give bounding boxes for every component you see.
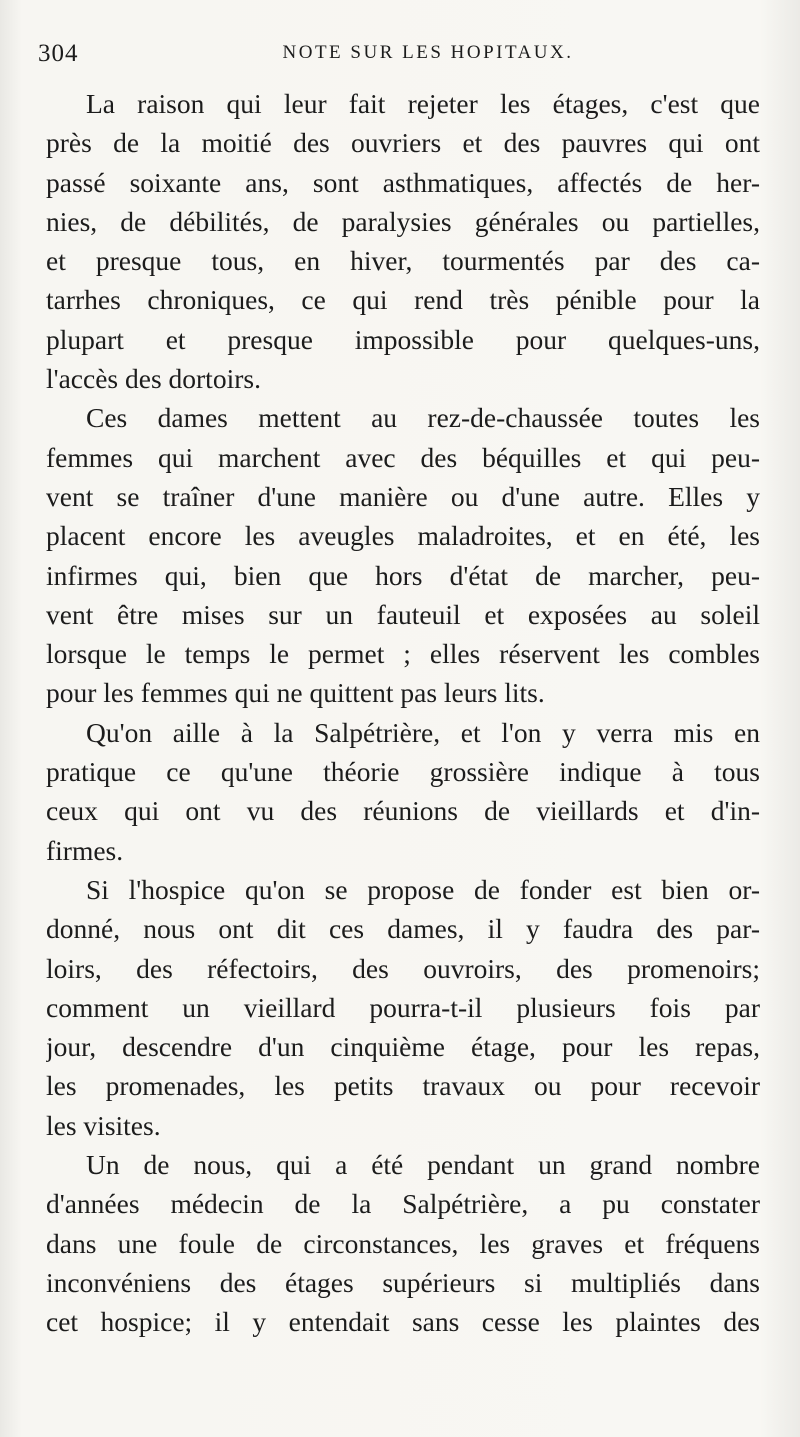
page-number: 304 [38, 40, 79, 67]
text-line: pratique ce qu'une théorie grossière indique à tous [46, 756, 760, 788]
text-line: dans une foule de circonstances, les graves et fréquens [46, 1227, 760, 1259]
paragraph [46, 84, 760, 398]
running-head: NOTE SUR LES HOPITAUX. [282, 42, 574, 63]
text-line: plupart et presque impossible pour quelques-uns, [46, 323, 760, 355]
text-line: passé soixante ans, sont asthmatiques, affectés de her- [46, 166, 760, 198]
text-line: ceux qui ont vu des réunions de vieillards et d'in- [46, 795, 760, 827]
text-line: vent être mises sur un fauteuil et exposées au soleil [46, 598, 760, 630]
paragraph [46, 1145, 760, 1341]
text-line: infirmes qui, bien que hors d'état de marcher, peu- [46, 559, 760, 591]
text-line: loirs, des réfectoirs, des ouvroirs, des promenoirs; [46, 952, 760, 984]
text-line: les promenades, les petits travaux ou pour recevoir [46, 1070, 760, 1102]
text-line: cet hospice; il y entendait sans cesse les plaintes des [46, 1306, 760, 1338]
text-line: Un de nous, qui a été pendant un grand nombre [86, 1149, 760, 1181]
text-line: tarrhes chroniques, ce qui rend très pénible pour la [46, 284, 760, 316]
text-line: Si l'hospice qu'on se propose de fonder est bien or- [86, 873, 760, 905]
text-line: les visites. [46, 1109, 161, 1141]
text-line: d'années médecin de la Salpétrière, a pu constater [46, 1188, 760, 1220]
text-line: inconvéniens des étages supérieurs si multipliés dans [46, 1266, 760, 1298]
text-line: donné, nous ont dit ces dames, il y faudra des par- [46, 913, 760, 945]
paragraph [46, 713, 760, 870]
text-line: placent encore les aveugles maladroites, et en été, les [46, 520, 760, 552]
text-line: lorsque le temps le permet ; elles réservent les combles [46, 638, 760, 670]
text-line: firmes. [46, 834, 124, 866]
text-line: Ces dames mettent au rez-de-chaussée toutes les [86, 402, 760, 434]
text-line: Qu'on aille à la Salpétrière, et l'on y verra mis en [86, 716, 760, 748]
body-text [46, 84, 760, 1342]
text-line: près de la moitié des ouvriers et des pauvres qui ont [46, 127, 760, 159]
text-line: La raison qui leur fait rejeter les étages, c'est que [86, 88, 760, 119]
paragraph [46, 398, 760, 712]
text-line: l'accès des dortoirs. [46, 363, 261, 395]
text-line: femmes qui marchent avec des béquilles et qui peu- [46, 441, 760, 473]
paragraph [46, 870, 760, 1145]
text-line: jour, descendre d'un cinquième étage, pour les repas, [46, 1031, 760, 1063]
text-line: pour les femmes qui ne quittent pas leurs lits. [46, 677, 545, 709]
text-line: nies, de débilités, de paralysies générales ou partielles, [46, 205, 760, 237]
text-line: et presque tous, en hiver, tourmentés par des ca- [46, 245, 760, 277]
text-line: vent se traîner d'une manière ou d'une autre. Elles y [46, 480, 760, 512]
text-line: comment un vieillard pourra-t-il plusieurs fois par [46, 991, 760, 1023]
page-header [38, 40, 758, 80]
